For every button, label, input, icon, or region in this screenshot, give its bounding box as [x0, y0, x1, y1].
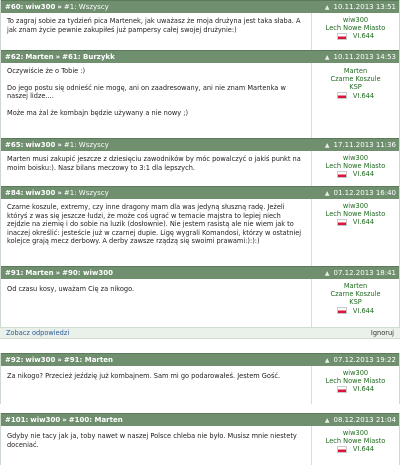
reply-arrow: »	[55, 53, 61, 61]
user-name[interactable]: wiw300	[342, 16, 369, 24]
user-name[interactable]: Marten	[343, 282, 368, 290]
post-text	[1, 63, 311, 138]
post-text	[1, 151, 311, 186]
post-author[interactable]: wiw300	[25, 3, 56, 11]
user-team[interactable]: Lech Nowe Miasto	[325, 437, 386, 446]
post-author[interactable]: wiw300	[25, 356, 56, 364]
post-author[interactable]: wiw300	[30, 416, 61, 424]
user-extra[interactable]: KSP	[349, 83, 362, 92]
post-text	[1, 366, 311, 404]
up-arrow-icon[interactable]: ▲	[324, 356, 330, 364]
reply-arrow: »	[57, 356, 62, 364]
post-text	[1, 13, 311, 50]
reply-arrow: »	[57, 3, 62, 11]
reply-target[interactable]: #1: Wszyscy	[63, 189, 109, 197]
post-number[interactable]: #60:	[5, 3, 24, 11]
post	[0, 138, 400, 186]
up-arrow-icon[interactable]: ▲	[324, 141, 330, 149]
post-paragraph: To zagraj sobie za tydzień pica Martenek, jak uważasz że moja drużyna jest taka słaba. A jak znam życie pewnie zakupiłeś już pampersy całej swojej drużynie:)	[7, 17, 301, 34]
user-rank: VI.644	[352, 385, 375, 394]
post-number[interactable]: #65:	[5, 141, 24, 149]
poland-flag-icon	[337, 219, 347, 226]
reply-arrow: »	[62, 416, 67, 424]
user-team[interactable]: Czarne Koszule	[330, 290, 381, 299]
poland-flag-icon	[337, 386, 347, 393]
post-footer	[0, 327, 400, 339]
user-name[interactable]: wiw300	[342, 202, 369, 210]
post-header	[1, 353, 399, 366]
up-arrow-icon[interactable]: ▲	[324, 416, 330, 424]
post-header	[1, 186, 399, 199]
post	[0, 0, 400, 50]
post-number[interactable]: #92:	[5, 356, 24, 364]
user-extra[interactable]: KSP	[349, 298, 362, 307]
reply-target[interactable]: #100: Marten	[68, 416, 123, 424]
post-text	[1, 279, 311, 327]
post-paragraph: Do jego postu się odnieść nie mogę, ani on zaadresowany, ani nie znam Martenka w naszej lidze....	[7, 83, 286, 101]
post-header	[1, 413, 399, 426]
up-arrow-icon[interactable]: ▲	[324, 53, 330, 61]
post-number[interactable]: #101:	[5, 416, 29, 424]
post-author[interactable]: wiw300	[25, 189, 56, 197]
poland-flag-icon	[337, 33, 347, 40]
poland-flag-icon	[337, 92, 347, 99]
up-arrow-icon[interactable]: ▲	[324, 189, 330, 197]
user-team[interactable]: Lech Nowe Miasto	[325, 210, 386, 219]
view-replies-link[interactable]: Zobacz odpowiedzi	[6, 329, 70, 337]
post	[0, 50, 400, 138]
user-panel	[311, 366, 399, 404]
post-date: 07.12.2013 19:22	[333, 356, 396, 364]
post-text	[1, 426, 311, 465]
post-author[interactable]: Marten	[25, 269, 54, 277]
poland-flag-icon	[337, 307, 347, 314]
user-panel	[311, 199, 399, 266]
post-number[interactable]: #91:	[5, 269, 24, 277]
post-paragraph: Oczywiście że o Tobie :)	[7, 67, 86, 75]
post-text	[1, 199, 311, 266]
spacer	[0, 339, 400, 353]
user-name[interactable]: wiw300	[342, 154, 369, 162]
reply-arrow: »	[57, 189, 62, 197]
user-rank: VI.644	[352, 306, 375, 315]
post	[0, 413, 400, 465]
reply-target[interactable]: #91: Marten	[63, 356, 113, 364]
spacer	[0, 404, 400, 413]
user-team[interactable]: Lech Nowe Miasto	[325, 377, 386, 386]
post-number[interactable]: #84:	[5, 189, 24, 197]
reply-target[interactable]: #90: wiw300	[62, 269, 113, 277]
post	[0, 186, 400, 266]
reply-arrow: »	[57, 141, 62, 149]
ignore-link[interactable]: Ignoruj	[370, 329, 394, 337]
user-team[interactable]: Lech Nowe Miasto	[325, 162, 386, 171]
reply-target[interactable]: #1: Wszyscy	[63, 141, 109, 149]
post-date: 10.11.2013 14:53	[333, 53, 396, 61]
post-number[interactable]: #62:	[5, 53, 24, 61]
post-paragraph: Może ma żal że kombajn będzie używany a nie nowy ;)	[7, 108, 189, 117]
post-header	[1, 138, 399, 151]
post-date: 08.12.2013 21:04	[333, 416, 396, 424]
user-panel	[311, 279, 399, 327]
post-author[interactable]: Marten	[25, 53, 54, 61]
post-paragraph: Marten musi zakupić jeszcze z dziesięciu zawodników by móc powalczyć o jakiś punkt na moim boisku:). Nasz bilans meczowy to 3:1 dla lepszych.	[7, 155, 301, 172]
user-rank: VI.644	[352, 91, 375, 100]
poland-flag-icon	[337, 446, 347, 453]
up-arrow-icon[interactable]: ▲	[324, 269, 330, 277]
post-date: 10.11.2013 13:51	[333, 3, 396, 11]
user-rank: VI.644	[352, 170, 375, 179]
reply-arrow: »	[55, 269, 61, 277]
user-team[interactable]: Czarne Koszule	[330, 75, 381, 84]
post-date: 07.12.2013 18:41	[333, 269, 396, 277]
user-rank: VI.644	[352, 218, 375, 227]
post-header	[1, 50, 399, 63]
reply-target[interactable]: #61: Burzykk	[62, 53, 115, 61]
post-paragraph: Za nikogo? Przecież jeździę już kombajnem. Sam mi go podarowałeś. Jestem Gość.	[7, 372, 281, 380]
user-panel	[311, 151, 399, 186]
post-header	[1, 266, 399, 279]
post	[0, 353, 400, 404]
post-author[interactable]: wiw300	[25, 141, 56, 149]
post-header	[1, 0, 399, 13]
post	[0, 266, 400, 327]
user-rank: VI.644	[352, 445, 375, 454]
post-paragraph: Czarne koszule, extremy, czy inne dragony mam dla was jedyną słuszną radę. Jeżeli któryś z was się jeszcze łudzi, że może coś ugrać w temacie majstra to lepiej niech zejdzie na ziemię i do sobie na luzik (dosłownie). Nie jestem rasistą ale nie wiem jak to inaczej określić: jesteście już w czarnej dupie. Ligę wygrali Komandosi, którzy w ostatniej kolejce grają mecz derbowy. A derby zawsze rządzą się swoimi prawami:):):)	[7, 203, 302, 246]
post-paragraph: Gdyby nie tacy jak ja, toby nawet w naszej Polsce chleba nie było. Musisz mnie niestety doceniać.	[7, 432, 297, 449]
post-date: 17.11.2013 11:36	[333, 141, 396, 149]
poland-flag-icon	[337, 171, 347, 178]
user-name[interactable]: wiw300	[342, 429, 369, 437]
user-rank: VI.644	[352, 32, 375, 41]
user-team[interactable]: Lech Nowe Miasto	[325, 24, 386, 33]
user-panel	[311, 63, 399, 138]
user-name[interactable]: wiw300	[342, 369, 369, 377]
user-panel	[311, 13, 399, 50]
reply-target[interactable]: #1: Wszyscy	[63, 3, 109, 11]
up-arrow-icon[interactable]: ▲	[324, 3, 330, 11]
post-paragraph: Od czasu kosy, uważam Cię za nikogo.	[7, 285, 135, 293]
user-panel	[311, 426, 399, 465]
post-date: 01.12.2013 16:40	[333, 189, 396, 197]
user-name[interactable]: Marten	[343, 67, 368, 75]
